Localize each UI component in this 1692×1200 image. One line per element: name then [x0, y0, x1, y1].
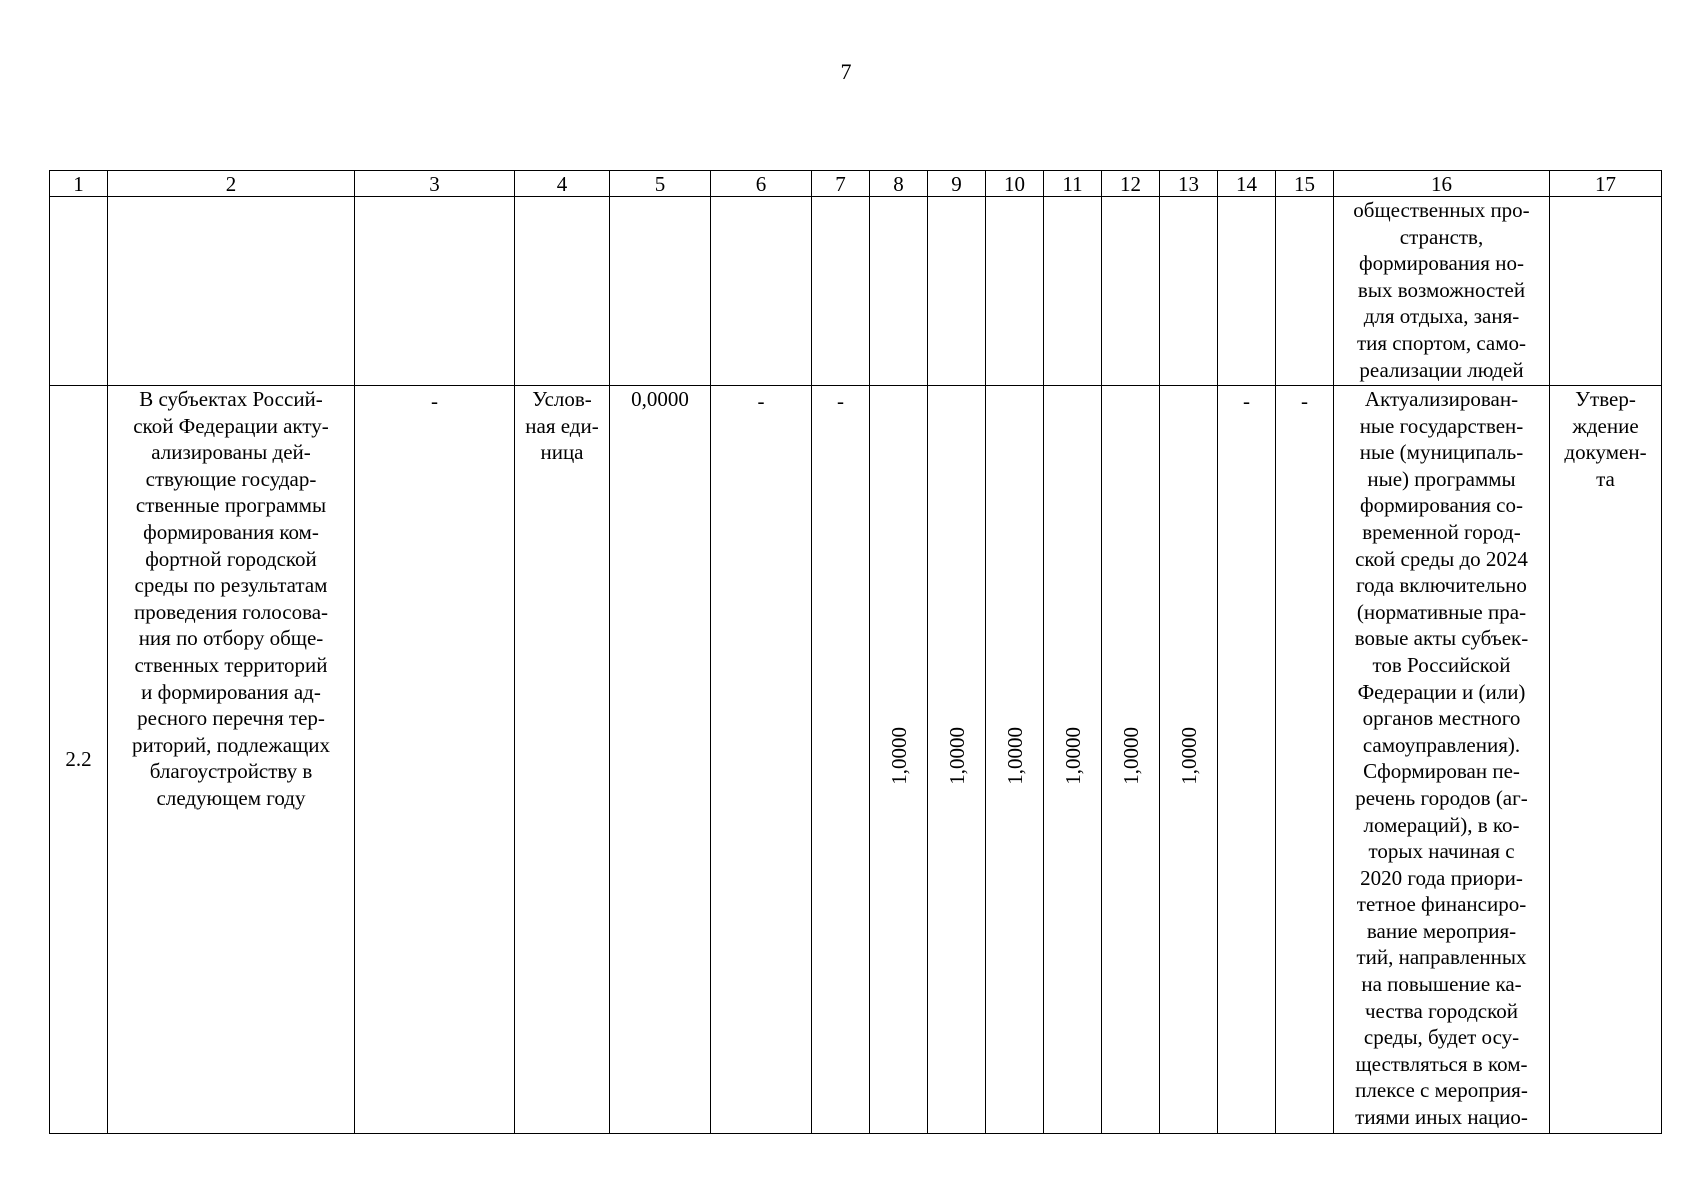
column-number: 9: [928, 171, 986, 197]
year-value: 1,0000: [886, 727, 911, 786]
col6-value: -: [711, 386, 812, 1134]
empty-cell: [1218, 197, 1276, 386]
column-number: 12: [1102, 171, 1160, 197]
empty-cell: [1160, 197, 1218, 386]
unit-text: Услов- ная еди- ница: [525, 387, 599, 465]
column-number: 3: [355, 171, 515, 197]
empty-cell: [515, 197, 610, 386]
row-number: 2.2: [50, 386, 108, 1134]
column-number: 5: [610, 171, 711, 197]
page-number: 7: [840, 59, 852, 84]
empty-cell: [50, 197, 108, 386]
control-text: Утвер- ждение докумен- та: [1564, 387, 1647, 491]
year-value: 1,0000: [1118, 727, 1143, 786]
indicator-table: [49, 170, 1662, 1134]
base-value: 0,0000: [610, 386, 711, 1134]
empty-cell: [1550, 197, 1662, 386]
year-value-cell: [1160, 386, 1218, 1134]
empty-cell: [1044, 197, 1102, 386]
result-continuation-text: общественных про- странств, формирования но- вых возможностей для отдыха, заня- тия спортом, само- реализации людей: [1353, 198, 1530, 382]
column-number: 2: [108, 171, 355, 197]
empty-cell: [108, 197, 355, 386]
year-value: 1,0000: [1002, 727, 1027, 786]
column-number: 17: [1550, 171, 1662, 197]
column-number: 6: [711, 171, 812, 197]
empty-cell: [1102, 197, 1160, 386]
empty-cell: [711, 197, 812, 386]
description-cell: [108, 386, 355, 1134]
result-cell: [1334, 386, 1550, 1134]
empty-cell: [986, 197, 1044, 386]
column-number: 15: [1276, 171, 1334, 197]
column-number: 14: [1218, 171, 1276, 197]
indicator-description: В субъектах Россий- ской Федерации акту- ализированы дей- ствующие государ- ственные программы формирования ком- фортной городской среды по результатам проведения голосова- ния по отбору обще- ственных территорий и формирования ад- ресного перечня тер- риторий, подлежащих благоустройству в следующем году: [132, 387, 330, 810]
result-text: Актуализирован- ные государствен- ные (муниципаль- ные) программы формирования со- временной город- ской среды до 2024 года включительно (нормативные пра- вовые акты субъек- тов Российской Федерации и (или) органов местного самоуправления). Сформирован пе- речень городов (аг- ломераций), в ко- торых начиная с 2020 года приори- тетное финансиро- вание мероприя- тий, направленных на повышение ка- чества городской среды, будет осу- ществляться в ком- плексе с мероприя- тиями иных нацио-: [1354, 387, 1529, 1130]
column-number: 16: [1334, 171, 1550, 197]
col14-value: -: [1218, 386, 1276, 1134]
col15-value: -: [1276, 386, 1334, 1134]
unit-cell: [515, 386, 610, 1134]
column-number: 10: [986, 171, 1044, 197]
continuation-row: [50, 197, 1662, 386]
control-cell: [1550, 386, 1662, 1134]
year-value-cell: [928, 386, 986, 1134]
indicator-row: [50, 386, 1662, 1134]
empty-cell: [928, 197, 986, 386]
column-number: 4: [515, 171, 610, 197]
column-number: 13: [1160, 171, 1218, 197]
year-value-cell: [1102, 386, 1160, 1134]
empty-cell: [355, 197, 515, 386]
result-continuation-cell: [1334, 197, 1550, 386]
year-value: 1,0000: [944, 727, 969, 786]
year-value: 1,0000: [1060, 727, 1085, 786]
empty-cell: [610, 197, 711, 386]
column-number: 7: [812, 171, 870, 197]
column-number: 8: [870, 171, 928, 197]
column-number-row: [50, 171, 1662, 197]
year-value-cell: [870, 386, 928, 1134]
empty-cell: [1276, 197, 1334, 386]
year-value-cell: [1044, 386, 1102, 1134]
empty-cell: [870, 197, 928, 386]
col7-value: -: [812, 386, 870, 1134]
empty-cell: [812, 197, 870, 386]
column-number: 1: [50, 171, 108, 197]
col3-value: -: [355, 386, 515, 1134]
year-value-cell: [986, 386, 1044, 1134]
year-value: 1,0000: [1176, 727, 1201, 786]
column-number: 11: [1044, 171, 1102, 197]
